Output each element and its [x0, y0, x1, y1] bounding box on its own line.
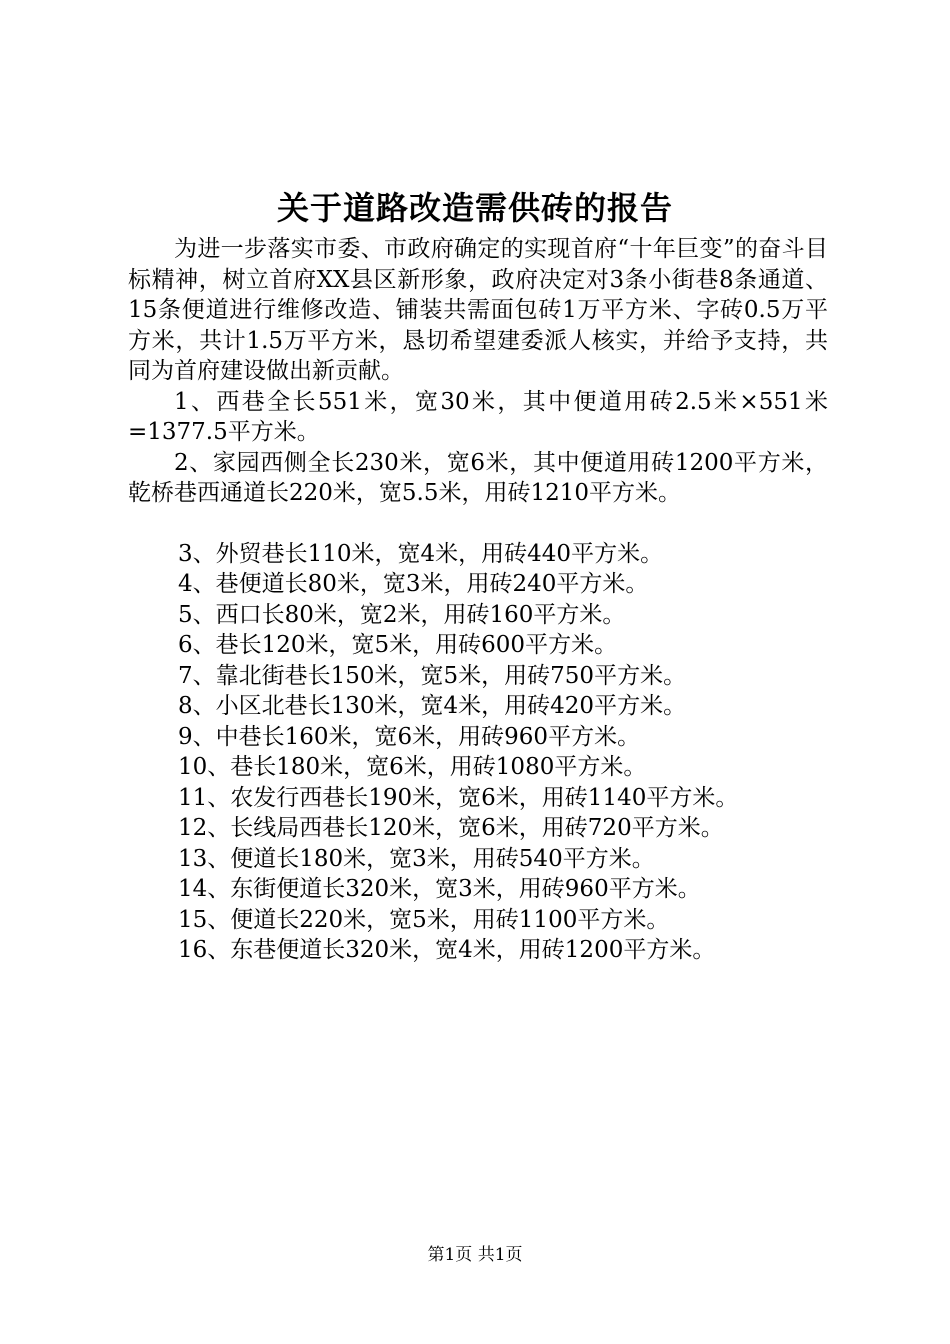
page-footer: 第1页 共1页: [427, 1245, 523, 1265]
list-item: 16、东巷便道长320米，宽4米，用砖1200平方米。: [178, 937, 716, 963]
list-item: 12、长线局西巷长120米，宽6米，用砖720平方米。: [178, 815, 724, 841]
list-item: 5、西口长80米，宽2米，用砖160平方米。: [178, 601, 626, 628]
list-item: 7、靠北街巷长150米，宽5米，用砖750平方米。: [178, 662, 687, 689]
list-item: 6、巷长120米，宽5米，用砖600平方米。: [178, 632, 618, 658]
list-item: 14、东街便道长320米，宽3米，用砖960平方米。: [178, 876, 701, 902]
page-title: 关于道路改造需供砖的报告: [276, 189, 673, 227]
list-item: 3、外贸巷长110米，宽4米，用砖440平方米。: [178, 540, 664, 567]
list-item: 8、小区北巷长130米，宽4米，用砖420平方米。: [178, 693, 687, 719]
document-body: [128, 234, 828, 966]
list-item: 4、巷便道长80米，宽3米，用砖240平方米。: [178, 571, 649, 597]
list-item: 9、中巷长160米，宽6米，用砖960平方米。: [178, 723, 641, 750]
list-item: 15、便道长220米，宽5米，用砖1100平方米。: [178, 906, 670, 933]
list-item: 11、农发行西巷长190米，宽6米，用砖1140平方米。: [178, 784, 739, 811]
item-paragraph-2: 2、家园西侧全长230米，宽6米，其中便道用砖1200平方米，乾桥巷西通道长220米，宽5.5米，用砖1210平方米。: [128, 449, 828, 506]
list-item: 10、巷长180米，宽6米，用砖1080平方米。: [178, 754, 647, 780]
list-item: 13、便道长180米，宽3米，用砖540平方米。: [178, 845, 655, 872]
paragraph-spacer: [128, 509, 828, 539]
item-paragraph-1: 1、西巷全长551米，宽30米，其中便道用砖2.5米×551米=1377.5平方米。: [128, 388, 828, 445]
intro-paragraph: 为进一步落实市委、市政府确定的实现首府“十年巨变”的奋斗目标精神，树立首府XX县区新形象，政府决定对3条小街巷8条通道、15条便道进行维修改造、铺装共需面包砖1万平方米、字砖0.5万平方米，共计1.5万平方米，恳切希望建委派人核实，并给予支持，共同为首府建设做出新贡献。: [128, 236, 828, 384]
